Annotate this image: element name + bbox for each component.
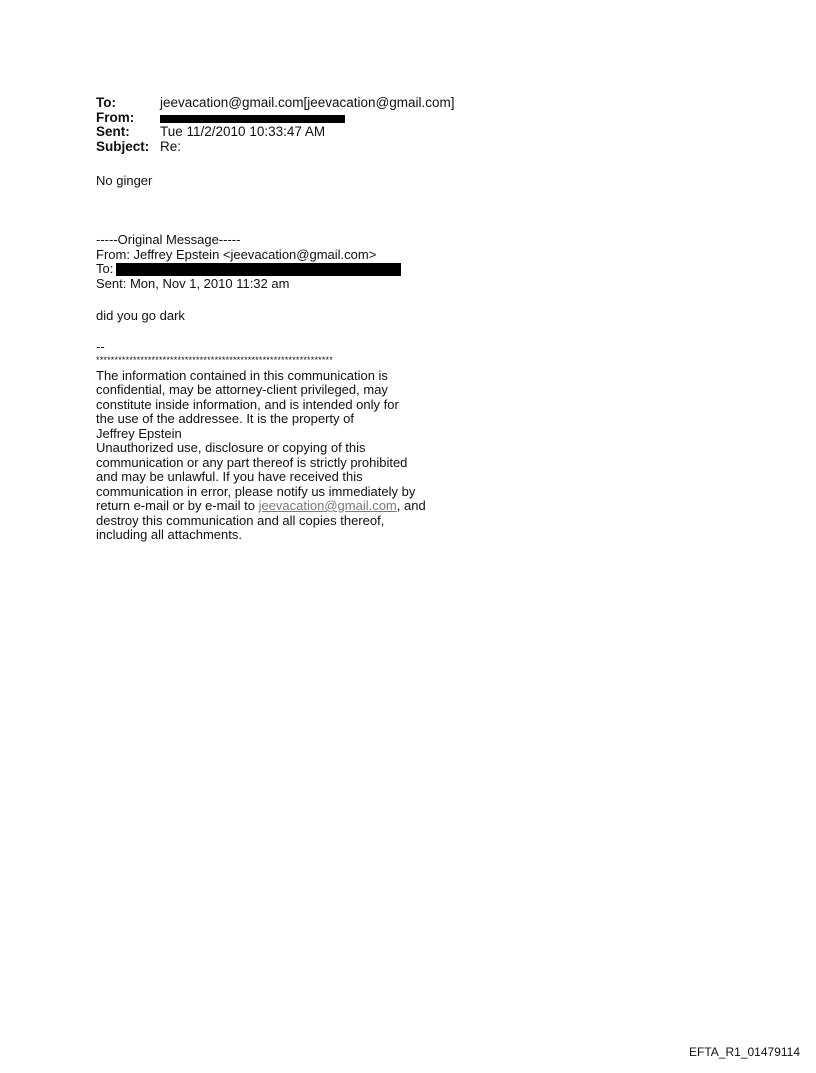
original-body: did you go dark <box>96 308 185 323</box>
sent-value: Tue 11/2/2010 10:33:47 AM <box>160 124 326 139</box>
original-sent-line: Sent: Mon, Nov 1, 2010 11:32 am <box>96 275 290 291</box>
from-value <box>160 111 345 126</box>
subject-row <box>96 140 455 155</box>
to-value: jeevacation@gmail.com[jeevacation@gmail.com] <box>160 95 455 110</box>
subject-value: Re: <box>160 138 182 154</box>
disclaimer-line: destroy this communication and all copies thereof, <box>96 512 385 528</box>
return-prefix: return e-mail or by e-mail to <box>96 498 259 513</box>
original-to-label: To: <box>96 261 114 276</box>
disclaimer-line: including all attachments. <box>96 527 242 542</box>
disclaimer-line: Unauthorized use, disclosure or copying of this <box>96 440 366 455</box>
email-header <box>96 96 455 154</box>
to-redaction-bar <box>116 263 401 276</box>
reply-body: No ginger <box>96 173 153 188</box>
to-label: To: <box>96 95 116 110</box>
return-suffix: , and <box>396 498 426 513</box>
disclaimer-line: communication in error, please notify us immediately by <box>96 483 416 499</box>
from-row <box>96 111 455 126</box>
original-to-line <box>96 262 401 277</box>
sent-label: Sent: <box>96 124 130 139</box>
from-redaction-bar <box>160 115 345 123</box>
original-message-header <box>96 233 401 291</box>
disclaimer-line: the use of the addressee. It is the property of <box>96 411 354 426</box>
sent-row <box>96 125 455 140</box>
original-from-line: From: Jeffrey Epstein <jeevacation@gmail.com> <box>96 246 377 262</box>
email-link[interactable]: jeevacation@gmail.com <box>258 498 397 513</box>
disclaimer-line: constitute inside information, and is intended only for <box>96 396 399 412</box>
subject-label: Subject: <box>96 138 150 154</box>
disclaimer-return-line <box>96 499 426 514</box>
original-message-divider: -----Original Message----- <box>96 232 241 247</box>
disclaimer-line: confidential, may be attorney-client privileged, may <box>96 382 388 397</box>
from-label: From: <box>96 109 135 125</box>
signature-dashes: -- <box>96 339 105 354</box>
disclaimer-line: The information contained in this communication is <box>96 367 388 383</box>
confidentiality-disclaimer <box>96 369 426 543</box>
signature-stars: **************************************************************** <box>96 354 333 365</box>
disclaimer-line: and may be unlawful. If you have received this <box>96 469 363 484</box>
disclaimer-line: communication or any part thereof is strictly prohibited <box>96 454 408 470</box>
signature-block <box>96 340 426 543</box>
disclaimer-line: Jeffrey Epstein <box>96 425 182 441</box>
document-id-footer: EFTA_R1_01479114 <box>689 1045 800 1059</box>
to-row <box>96 96 455 111</box>
